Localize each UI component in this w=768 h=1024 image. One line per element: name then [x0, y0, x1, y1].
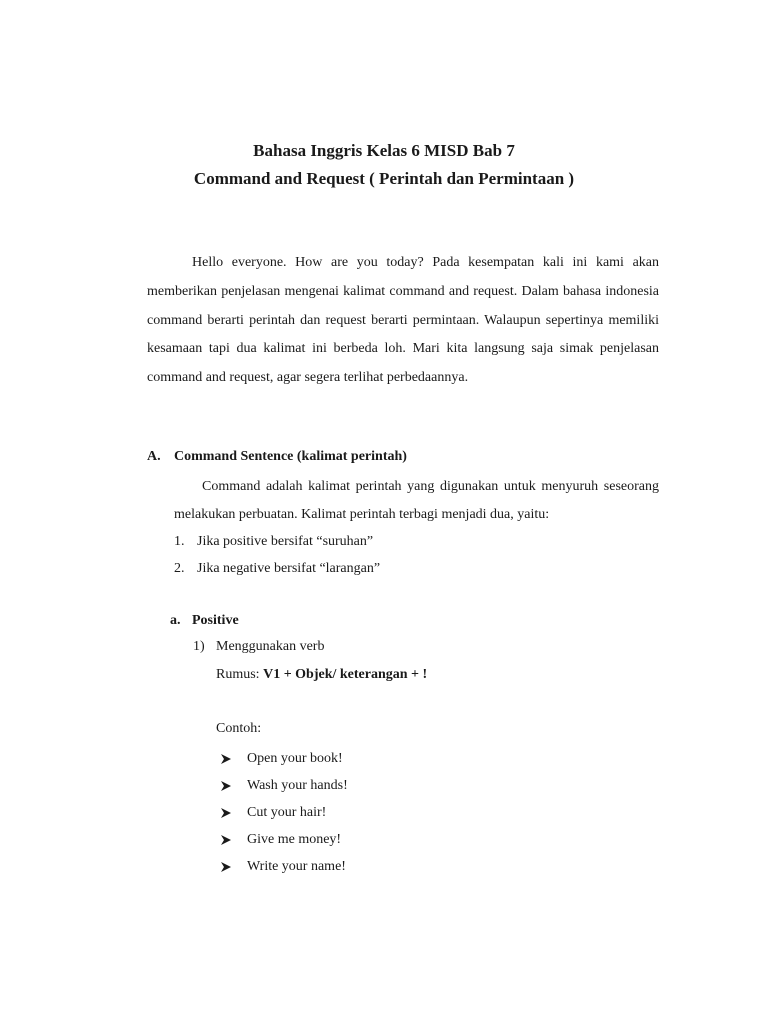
subsection-item-number: 1)	[193, 639, 205, 654]
example-text: Give me money!	[247, 832, 342, 847]
list-item-text: Jika negative bersifat “larangan”	[197, 561, 381, 576]
list-item	[174, 555, 380, 582]
subsection-a-title: Positive	[192, 613, 239, 628]
example-item	[220, 853, 348, 880]
command-types-list	[174, 528, 380, 582]
example-list	[220, 745, 348, 880]
formula-text: V1 + Objek/ keterangan + !	[263, 667, 428, 682]
list-item-number: 1.	[174, 534, 185, 549]
example-item	[220, 772, 348, 799]
arrow-bullet-icon	[220, 826, 247, 853]
example-item	[220, 826, 348, 853]
subsection-item-text: Menggunakan verb	[216, 639, 325, 654]
example-text: Write your name!	[247, 859, 346, 874]
subsection-a-heading	[170, 611, 239, 631]
example-item	[220, 745, 348, 772]
list-item	[174, 528, 380, 555]
example-text: Wash your hands!	[247, 778, 348, 793]
arrow-bullet-icon	[220, 853, 247, 880]
example-item	[220, 799, 348, 826]
formula-label: Rumus:	[216, 667, 264, 682]
subsection-item	[193, 637, 324, 657]
example-text: Cut your hair!	[247, 805, 327, 820]
section-a-letter: A.	[147, 449, 161, 464]
document-subtitle: Command and Request ( Perintah dan Permintaan )	[193, 169, 575, 188]
subsection-a-letter: a.	[170, 613, 181, 628]
formula-line	[216, 665, 427, 685]
list-item-number: 2.	[174, 561, 185, 576]
section-a-heading	[147, 447, 407, 467]
example-text: Open your book!	[247, 751, 343, 766]
section-a-paragraph: Command adalah kalimat perintah yang digunakan untuk menyuruh seseorang melakukan perbuatan. Kalimat perintah terbagi menjadi dua, yaitu:	[174, 479, 659, 522]
section-a-title: Command Sentence (kalimat perintah)	[174, 449, 407, 464]
arrow-bullet-icon	[220, 772, 247, 799]
intro-paragraph: Hello everyone. How are you today? Pada kesempatan kali ini kami akan memberikan penjelasan mengenai kalimat command and request. Dalam bahasa indonesia command berarti perintah dan request berarti permintaan. Walaupun sepertinya memiliki kesamaan tapi dua kalimat ini berbeda loh. Mari kita langsung saja simak penjelasan command and request, agar segera terlihat perbedaannya.	[147, 255, 659, 386]
document-title: Bahasa Inggris Kelas 6 MISD Bab 7	[253, 141, 515, 160]
list-item-text: Jika positive bersifat “suruhan”	[197, 534, 374, 549]
example-label: Contoh:	[216, 721, 262, 736]
arrow-bullet-icon	[220, 745, 247, 772]
arrow-bullet-icon	[220, 799, 247, 826]
